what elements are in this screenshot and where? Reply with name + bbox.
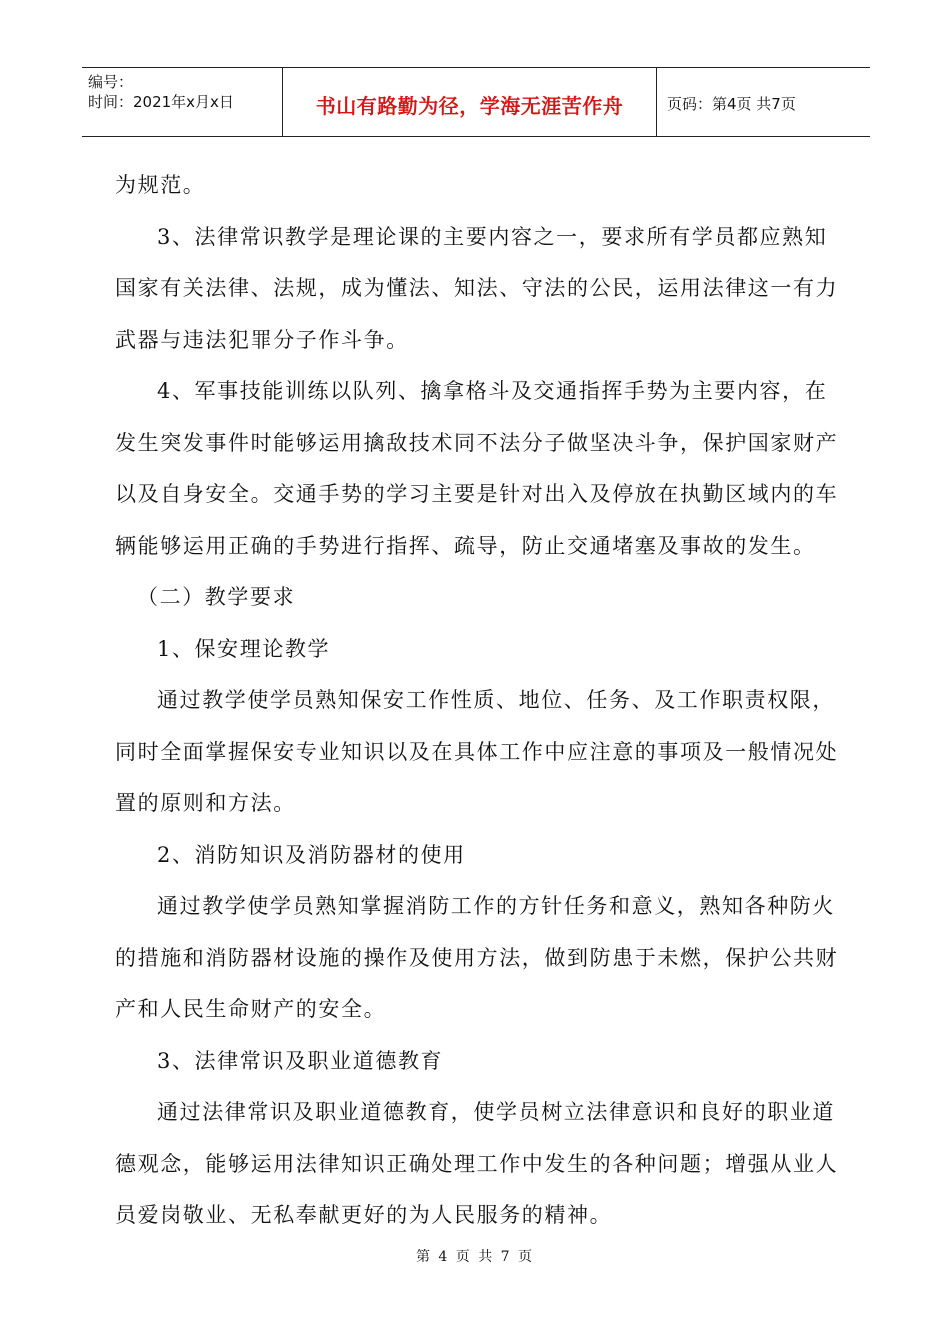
body-line: 为规范。 <box>115 173 206 197</box>
body-line: 国家有关法律、法规，成为懂法、知法、守法的公民，运用法律这一有力 <box>115 276 839 300</box>
body-line: 德观念，能够运用法律知识正确处理工作中发生的各种问题；增强从业人 <box>115 1151 839 1176</box>
body-line: 4、军事技能训练以队列、擒拿格斗及交通指挥手势为主要内容，在 <box>157 379 828 403</box>
section-heading: （二）教学要求 <box>137 585 296 609</box>
header-motto: 书山有路勤为径，学海无涯苦作舟 <box>283 68 657 136</box>
body-line: 产和人民生命财产的安全。 <box>115 997 387 1021</box>
subsection-heading: 3、法律常识及职业道德教育 <box>157 1048 444 1073</box>
header-page-label: 页码：第4页 共7页 <box>667 94 796 113</box>
body-line: 武器与违法犯罪分子作斗争。 <box>115 327 409 352</box>
document-body <box>115 160 839 1242</box>
body-line: 发生突发事件时能够运用擒敌技术同不法分子做坚决斗争，保护国家财产 <box>115 430 839 455</box>
body-line: 3、法律常识教学是理论课的主要内容之一，要求所有学员都应熟知 <box>157 224 828 249</box>
subsection-heading: 1、保安理论教学 <box>157 636 331 661</box>
document-number-label: 编号： <box>88 73 134 91</box>
subsection-heading: 2、消防知识及消防器材的使用 <box>157 842 466 867</box>
page-footer: 第 4 页 共 7 页 <box>415 1249 535 1265</box>
body-line: 置的原则和方法。 <box>115 791 296 815</box>
body-line: 通过教学使学员熟知掌握消防工作的方针任务和意义，熟知各种防火 <box>157 894 835 918</box>
body-line: 同时全面掌握保安专业知识以及在具体工作中应注意的事项及一般情况处 <box>115 739 839 764</box>
body-line: 以及自身安全。交通手势的学习主要是针对出入及停放在执勤区域内的车 <box>115 482 839 506</box>
body-line: 通过教学使学员熟知保安工作性质、地位、任务、及工作职责权限， <box>157 688 835 712</box>
header-meta <box>82 68 283 136</box>
body-line: 的措施和消防器材设施的操作及使用方法，做到防患于未燃，保护公共财 <box>115 945 839 970</box>
body-line: 通过法律常识及职业道德教育，使学员树立法律意识和良好的职业道 <box>157 1100 835 1124</box>
body-line: 辆能够运用正确的手势进行指挥、疏导，防止交通堵塞及事故的发生。 <box>115 533 816 558</box>
page-header <box>82 67 870 137</box>
document-time-label: 时间：2021年x月x日 <box>88 93 234 111</box>
body-line: 员爱岗敬业、无私奉献更好的为人民服务的精神。 <box>115 1203 613 1227</box>
